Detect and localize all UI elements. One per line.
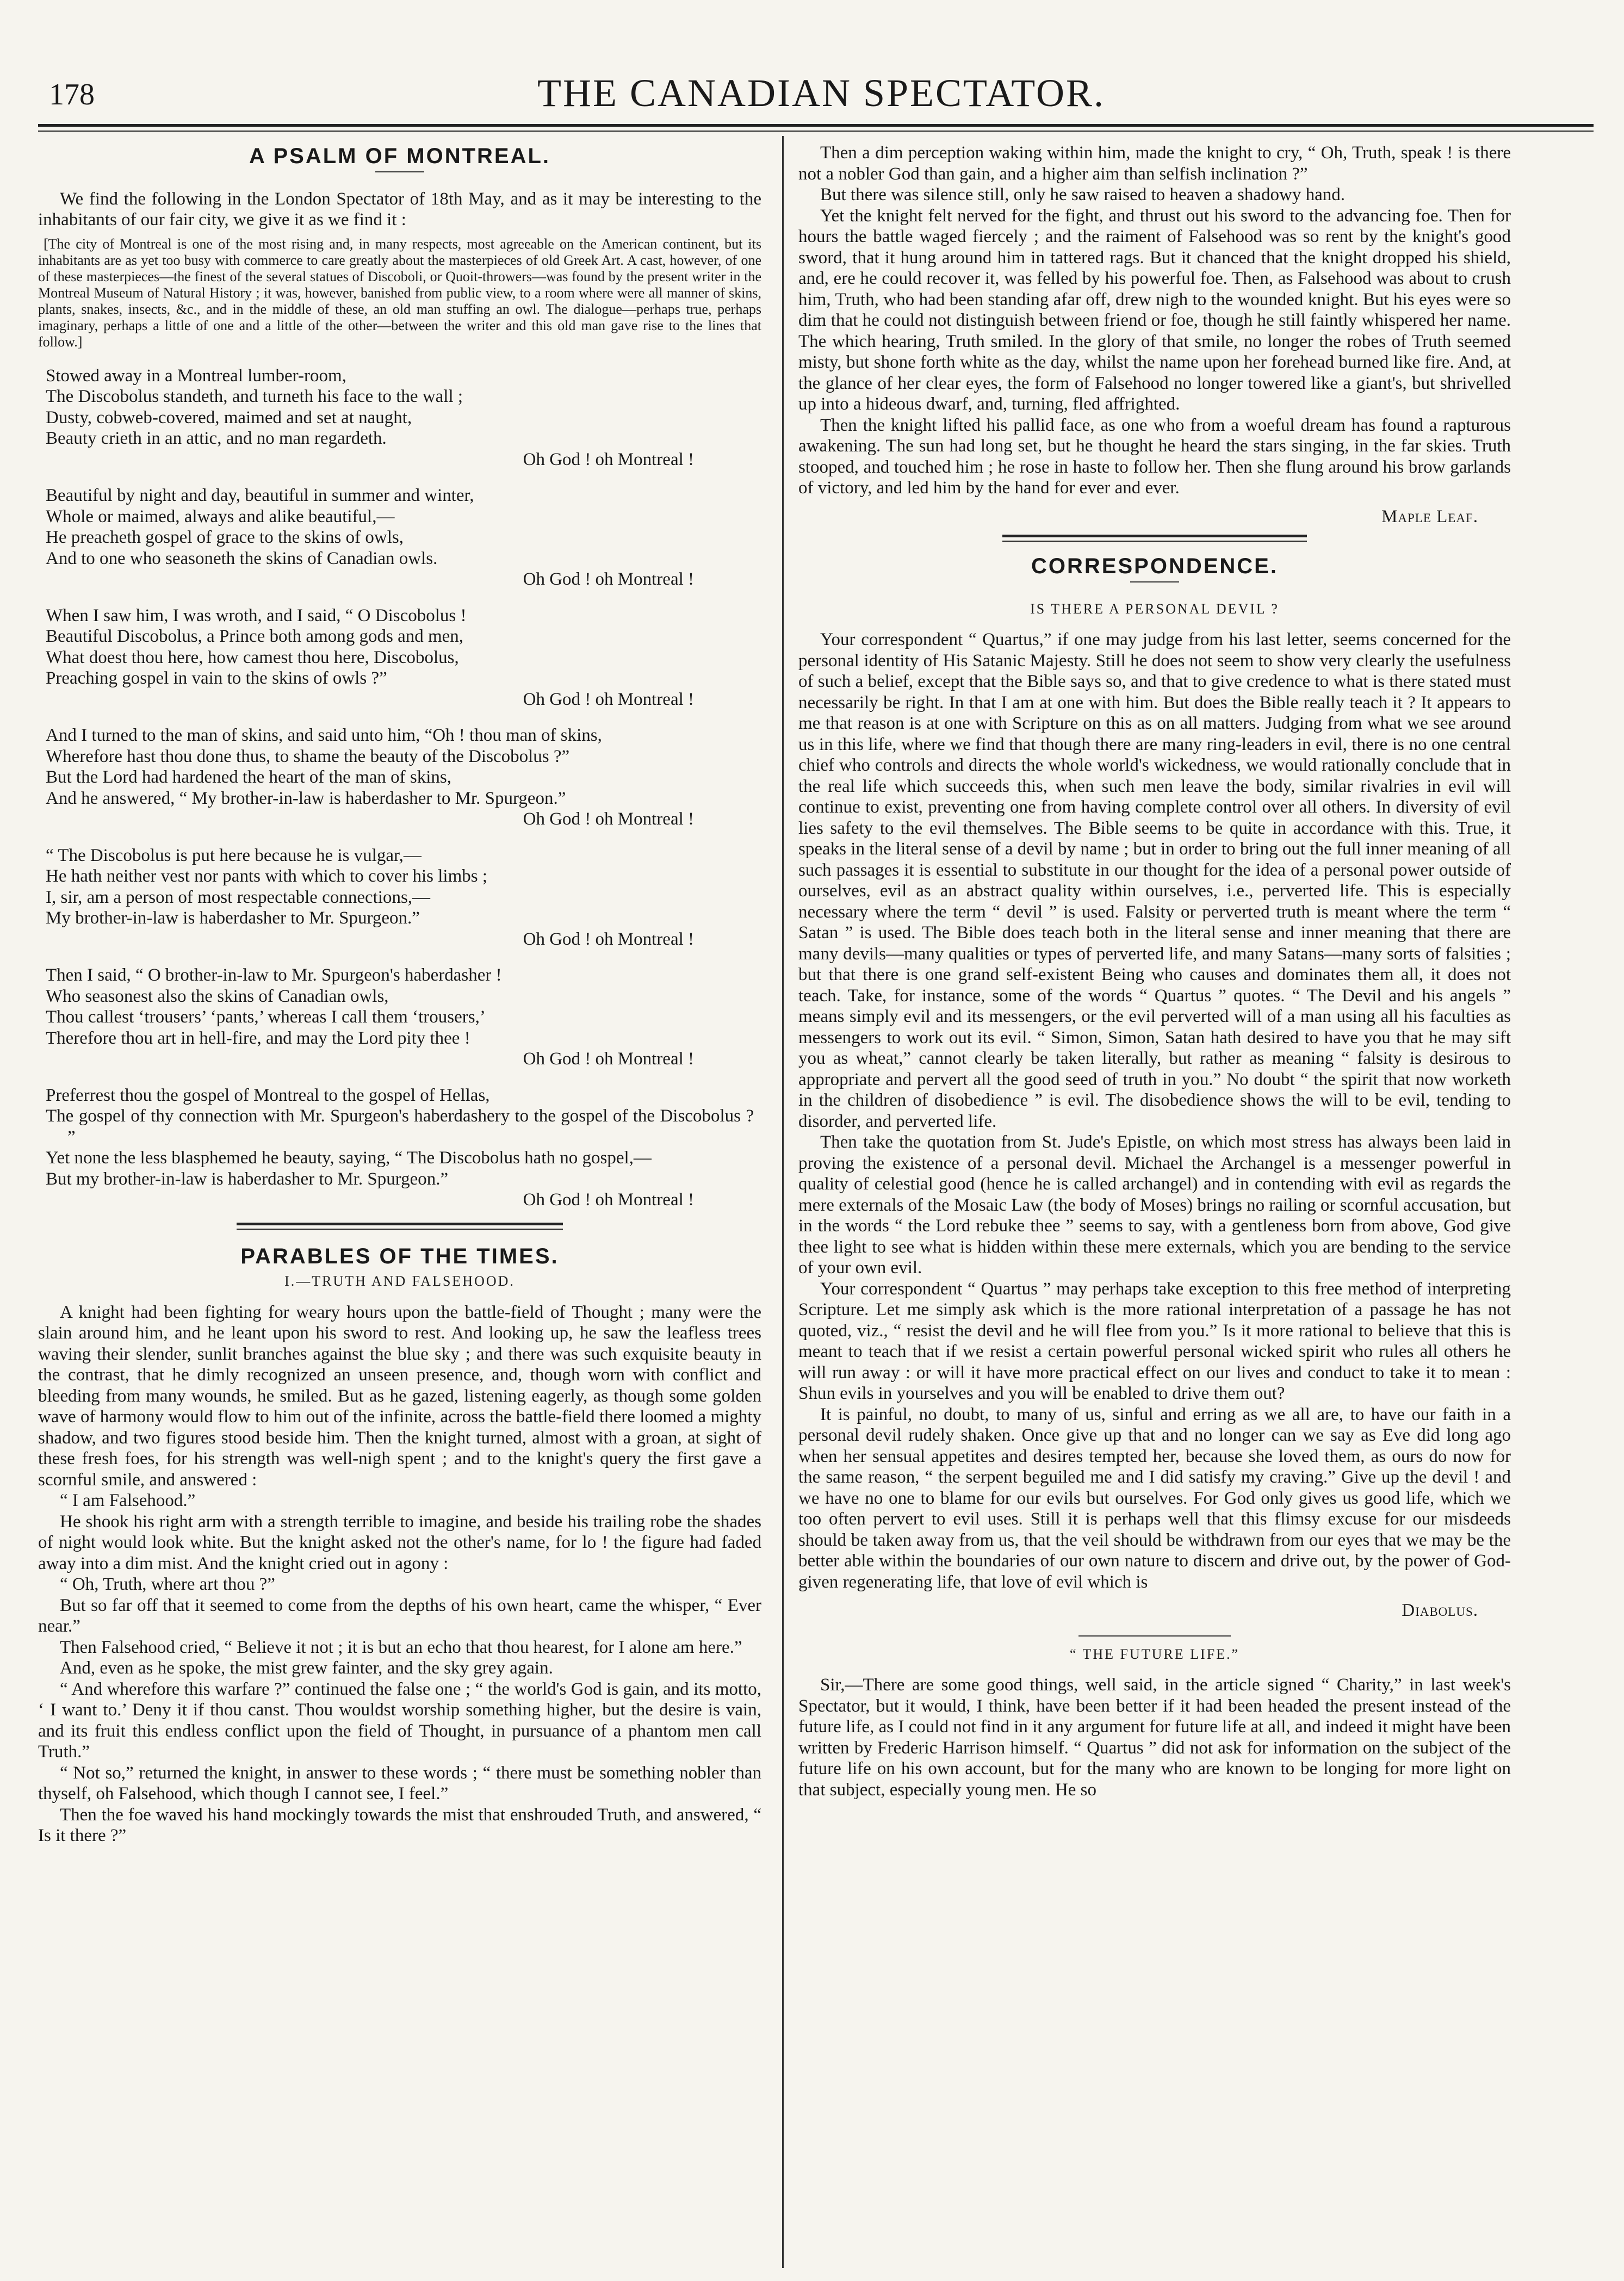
psalm-line: Then I said, “ O brother-in-law to Mr. Spurgeon's haberdasher ! xyxy=(46,965,502,985)
paragraph: Then Falsehood cried, “ Believe it not ; it is but an echo that thou hearest, for I alone am here.” xyxy=(60,1637,742,1657)
letter1-subtitle: IS THERE A PERSONAL DEVIL ? xyxy=(1030,600,1279,617)
psalm-line: Preaching gospel in vain to the skins of owls ?” xyxy=(46,668,387,688)
psalm-line: And to one who seasoneth the skins of Canadian owls. xyxy=(46,548,438,568)
psalm-line: And I turned to the man of skins, and said unto him, “Oh ! thou man of skins, xyxy=(46,726,602,745)
psalm-stanza xyxy=(46,725,761,830)
psalm-line: Therefore thou art in hell-fire, and may the Lord pity thee ! xyxy=(46,1028,470,1048)
psalm-refrain: Oh God ! oh Montreal ! xyxy=(523,689,694,709)
psalm-line: Wherefore hast thou done thus, to shame the beauty of the Discobolus ?” xyxy=(46,746,570,766)
parables-signature: Maple Leaf. xyxy=(1381,506,1478,526)
psalm-line: But my brother-in-law is haberdasher to Mr. Spurgeon.” xyxy=(46,1169,449,1189)
psalm-intro: We find the following in the London Spectator of 18th May, and as it may be interesting to the inhabitants of our fair city, we give it as we find it : xyxy=(38,189,761,230)
page-header xyxy=(49,71,1594,131)
right-column xyxy=(798,142,1511,1800)
paragraph: It is painful, no doubt, to many of us, sinful and erring as we all are, to have our faith in a personal devil rudely shaken. Once give up that and no longer can we say as Eve did long ago when her sensual appetites and desires tempted her, because she loved them, as ours do now for the same reason, “ the serpent beguiled me and I did satisfy my craving.” Give up the devil ! and we have no one to blame for our evils but ourselves. For God only gives us good life, which we too often pervert to evil uses. Still it is perhaps well that this flimsy excuse for our misdeeds should be taken away from us, that the veil should be withdrawn from our eyes that we may be the better able within the boundaries of our own nature to discern and drive out, by the power of God-given regenerating life, that love of evil which is xyxy=(798,1404,1511,1592)
letter2-paragraph: Sir,—There are some good things, well said, in the article signed “ Charity,” in last week's Spectator, but it would, I think, have been better if it had been headed the present instead of the future life, as I could not find in it any argument for future life at all, and indeed it might have been written by Frederic Harrison himself. “ Quartus ” did not ask for information on the subject of the future life on his own account, but for the many who are known to be longing for more light on that subject, especially young men. He so xyxy=(798,1675,1511,1800)
psalm-line: Beautiful Discobolus, a Prince both among gods and men, xyxy=(46,627,464,646)
psalm-line: But the Lord had hardened the heart of the man of skins, xyxy=(46,767,451,787)
parables-text-right xyxy=(798,142,1511,499)
paragraph: He shook his right arm with a strength terrible to imagine, and beside his trailing robe the shades of night would look white. But the knight asked not the other's name, for lo ! the figure had faded away into a dim mist. And the knight cried out in agony : xyxy=(38,1511,761,1573)
psalm-stanzas xyxy=(38,365,761,1211)
psalm-line: My brother-in-law is haberdasher to Mr. Spurgeon.” xyxy=(46,908,420,928)
psalm-line: The gospel of thy connection with Mr. Spurgeon's haberdashery to the gospel of the Discobolus ? ” xyxy=(46,1106,754,1147)
section-rule xyxy=(1002,535,1307,542)
letter1-text xyxy=(798,629,1511,1592)
psalm-line: Beauty crieth in an attic, and no man regardeth. xyxy=(46,429,387,448)
psalm-line: And he answered, “ My brother-in-law is haberdasher to Mr. Spurgeon.” xyxy=(46,788,566,808)
psalm-refrain: Oh God ! oh Montreal ! xyxy=(523,1049,694,1069)
psalm-refrain: Oh God ! oh Montreal ! xyxy=(523,569,694,589)
paragraph: “ And wherefore this warfare ?” continued the false one ; “ the world's God is gain, and its motto, ‘ I want to.’ Deny it if thou canst. Thou wouldst worship something higher, but the desire is vain, and its fruit this endless conflict upon the field of Thought, in pursuance of a phantom men call Truth.” xyxy=(38,1679,761,1762)
psalm-line: He preacheth gospel of grace to the skins of owls, xyxy=(46,528,404,547)
paragraph: “ I am Falsehood.” xyxy=(60,1491,196,1510)
paragraph: Then the knight lifted his pallid face, as one who from a woeful dream has found a rapturous awakening. The sun had long set, but he thought he heard the stars singing, in the far skies. Truth stooped, and touched him ; he rose in haste to follow her. Then she flung around his brow garlands of victory, and led him by the hand for ever and ever. xyxy=(798,415,1511,498)
paragraph: But there was silence still, only he saw raised to heaven a shadowy hand. xyxy=(820,185,1345,204)
psalm-line: He hath neither vest nor pants with which to cover his limbs ; xyxy=(46,866,488,886)
psalm-stanza xyxy=(46,845,761,950)
parables-title: PARABLES OF THE TIMES. xyxy=(240,1244,559,1268)
psalm-stanza xyxy=(46,485,761,590)
paragraph: Then the foe waved his hand mockingly towards the mist that enshrouded Truth, and answered, “ Is it there ?” xyxy=(38,1805,761,1845)
section-rule xyxy=(237,1223,563,1230)
letter-separator xyxy=(1078,1635,1231,1637)
psalm-stanza xyxy=(46,1085,761,1211)
psalm-refrain: Oh God ! oh Montreal ! xyxy=(523,1190,694,1210)
page-number: 178 xyxy=(49,78,95,111)
psalm-refrain: Oh God ! oh Montreal ! xyxy=(523,929,694,949)
letter1-signature: Diabolus. xyxy=(1402,1601,1478,1620)
psalm-refrain: Oh God ! oh Montreal ! xyxy=(523,449,694,469)
title-rule xyxy=(375,171,424,172)
psalm-line: Whole or maimed, always and alike beautiful,— xyxy=(46,506,395,526)
column-divider xyxy=(782,136,784,2268)
letter2-subtitle: “ THE FUTURE LIFE.” xyxy=(1069,1646,1240,1662)
psalm-line: Dusty, cobweb-covered, maimed and set at naught, xyxy=(46,407,412,427)
paragraph: “ Not so,” returned the knight, in answer to these words ; “ there must be something nobler than thyself, oh Falsehood, which though I cannot see, I feel.” xyxy=(38,1763,761,1803)
psalm-line: Stowed away in a Montreal lumber-room, xyxy=(46,365,346,386)
psalm-line: Beautiful by night and day, beautiful in summer and winter, xyxy=(46,486,474,505)
paragraph: A knight had been fighting for weary hours upon the battle-field of Thought ; many were the slain around him, and he leant upon his sword to rest. And looking up, he saw the leafless trees waving their slender, sunlit branches against the blue sky ; and there was such exquisite beauty in the contrast, that he dimly recognized an unseen presence, and, though worn with conflict and bleeding from many wounds, he smiled. But as he gazed, listening eagerly, as though some golden wave of harmony would flow to him out of the infinite, across the battle-field there loomed a mighty shadow, and two figures stood beside him. Then the knight turned, almost with a groan, at sight of these fresh foes, for his strength was well-nigh spent ; and to the knight's query the first gave a scornful smile, and answered : xyxy=(38,1302,761,1490)
psalm-line: Who seasonest also the skins of Canadian owls, xyxy=(46,986,389,1006)
header-rule xyxy=(38,124,1594,127)
correspondence-title: CORRESPONDENCE. xyxy=(1031,554,1278,578)
psalm-stanza xyxy=(46,965,761,1070)
psalm-line: I, sir, am a person of most respectable connections,— xyxy=(46,887,431,907)
psalm-title: A PSALM OF MONTREAL. xyxy=(249,144,551,168)
psalm-refrain: Oh God ! oh Montreal ! xyxy=(523,809,694,829)
psalm-stanza xyxy=(46,605,761,710)
psalm-line: When I saw him, I was wroth, and I said, “ O Discobolus ! xyxy=(46,605,467,625)
title-rule xyxy=(1130,581,1179,582)
psalm-line: The Discobolus standeth, and turneth his face to the wall ; xyxy=(46,387,463,406)
paragraph: But so far off that it seemed to come from the depths of his own heart, came the whisper, “ Ever near.” xyxy=(38,1595,761,1636)
publication-title: THE CANADIAN SPECTATOR. xyxy=(537,71,1105,115)
psalm-line: What doest thou here, how camest thou here, Discobolus, xyxy=(46,647,459,667)
psalm-stanza xyxy=(46,365,761,470)
psalm-note: [The city of Montreal is one of the most rising and, in many respects, most agreeable on the American continent, but its inhabitants are as yet too busy with commerce to care greatly about the masterpieces of old Greek Art. A cast, however, of one of these masterpieces—the finest of the several statues of Discoboli, or Quoit-throwers—was found by the present writer in the Montreal Museum of Natural History ; it was, however, banished from public view, to a room where were all manner of skins, plants, snakes, insects, &c., and in the middle of these, an old man stuffing an owl. The dialogue—perhaps true, perhaps imaginary, perhaps a little of one and a little of the other—between the writer and this old man gave rise to the lines that follow.] xyxy=(38,235,761,350)
parables-subtitle: I.—TRUTH AND FALSEHOOD. xyxy=(284,1273,515,1289)
left-column xyxy=(38,142,761,1846)
paragraph: “ Oh, Truth, where art thou ?” xyxy=(60,1575,275,1594)
header-rule-thin xyxy=(38,131,1594,132)
psalm-line: Preferrest thou the gospel of Montreal to the gospel of Hellas, xyxy=(46,1085,490,1105)
paragraph: Yet the knight felt nerved for the fight, and thrust out his sword to the advancing foe. Then for hours the battle waged fiercely ; and the raiment of Falsehood was so rent by the knight's good sword, that it hung around him in tattered rags. But it chanced that the knight dropped his shield, and, ere he could recover it, was felled by his powerful foe. Then, as Falsehood was about to crush him, Truth, who had been standing afar off, drew nigh to the wounded knight. But his eyes were so dim that he could not distinguish between friend or foe, though he still faintly whispered her name. The which hearing, Truth smiled. In the glory of that smile, no longer the robes of Truth seemed misty, but shone forth white as the day, whilst the name upon her forehead burned like fire. And, at the glance of her clear eyes, the form of Falsehood no longer towered like a giant's, but shrivelled up into a hideous dwarf, and, turning, fled affrighted. xyxy=(798,206,1511,414)
paragraph: Your correspondent “ Quartus ” may perhaps take exception to this free method of interpreting Scripture. Let me simply ask which is the more rational interpretation of a passage he has not quoted, viz., “ resist the devil and he will flee from you.” Is it more rational to believe that this is meant to teach that if we resist a certain powerful personal wicked spirit who rules all others he will run away : or will it have more practical effect on our lives and conduct to take it to mean : Shun evils in yourselves and you will be enabled to drive them out? xyxy=(798,1279,1511,1403)
paragraph: Then take the quotation from St. Jude's Epistle, on which most stress has always been laid in proving the existence of a personal devil. Michael the Archangel is a messenger powerful in quality of celestial good (hence he is called archangel) and in contending with evil as regards the mere externals of the Mosaic Law (the body of Moses) brings no railing or scornful accusation, but in the words “ the Lord rebuke thee ” seems to say, with a gentleness born from above, God give thee light to see what is hidden within these mere externals, which you are bending to the service of your own evil. xyxy=(798,1132,1511,1278)
psalm-line: Thou callest ‘trousers’ ‘pants,’ whereas I call them ‘trousers,’ xyxy=(46,1007,486,1027)
paragraph: And, even as he spoke, the mist grew fainter, and the sky grey again. xyxy=(60,1658,553,1678)
psalm-line: Yet none the less blasphemed he beauty, saying, “ The Discobolus hath no gospel,— xyxy=(46,1148,652,1168)
paragraph: Your correspondent “ Quartus,” if one may judge from his last letter, seems concerned for the personal identity of His Satanic Majesty. Still he does not seem to show very clearly the usefulness of such a belief, except that the Bible says so, and that to give credence to what is there stated must necessarily be right. In that I am at one with him. But does the Bible really teach it ? It appears to me that reason is at one with Scripture on this as on all matters. Judging from what we see around us in this life, where we find that though there are many ring-leaders in evil, there is no one central chief who controls and directs the whole world's wickedness, we would rationally conclude that in the real life which succeeds this, when such men leave the body, similar rivalries in evil will continue to exist, preventing one from having complete control over all others. In diversity of evil lies safety to the evil themselves. The Bible seems to be quite in accordance with this. True, it speaks in the literal sense of a devil by name ; but in order to bring out the full inner meaning of all such passages it is essential to substitute in our thought for the idea of a personal power outside of ourselves, evil as an abstract quality within ourselves, i.e., perverted life. This is especially necessary where the term “ devil ” is used. Falsity or perverted truth is meant where the term “ Satan ” is used. The Bible does teach both in the literal sense and inner meaning that there are many devils—many qualities or types of perverted life, and many Satans—many sorts of falsities ; but that there is one grand self-existent Being who causes and dominates them all, it does not teach. Take, for instance, some of the words “ Quartus ” quotes. “ The Devil and his angels ” means simply evil and its messengers, or the evil perverted will of a man using all his faculties as messengers to work out its evil. “ Simon, Simon, Satan hath desired to have you that he may sift you as wheat,” cannot clearly be taken literally, but rather as meaning “ falsity is desirous to appropriate and pervert all the good seed of truth in you.” No doubt “ the spirit that now worketh in the children of disobedience ” is evil. The disobedience shows the will to be evil, tending to disorder, and perverted life. xyxy=(798,630,1511,1131)
parables-text-left xyxy=(38,1302,761,1846)
psalm-line: “ The Discobolus is put here because he is vulgar,— xyxy=(46,845,422,865)
paragraph: Then a dim perception waking within him, made the knight to cry, “ Oh, Truth, speak ! is there not a nobler God than gain, and a higher aim than selfish inclination ?” xyxy=(798,143,1511,184)
